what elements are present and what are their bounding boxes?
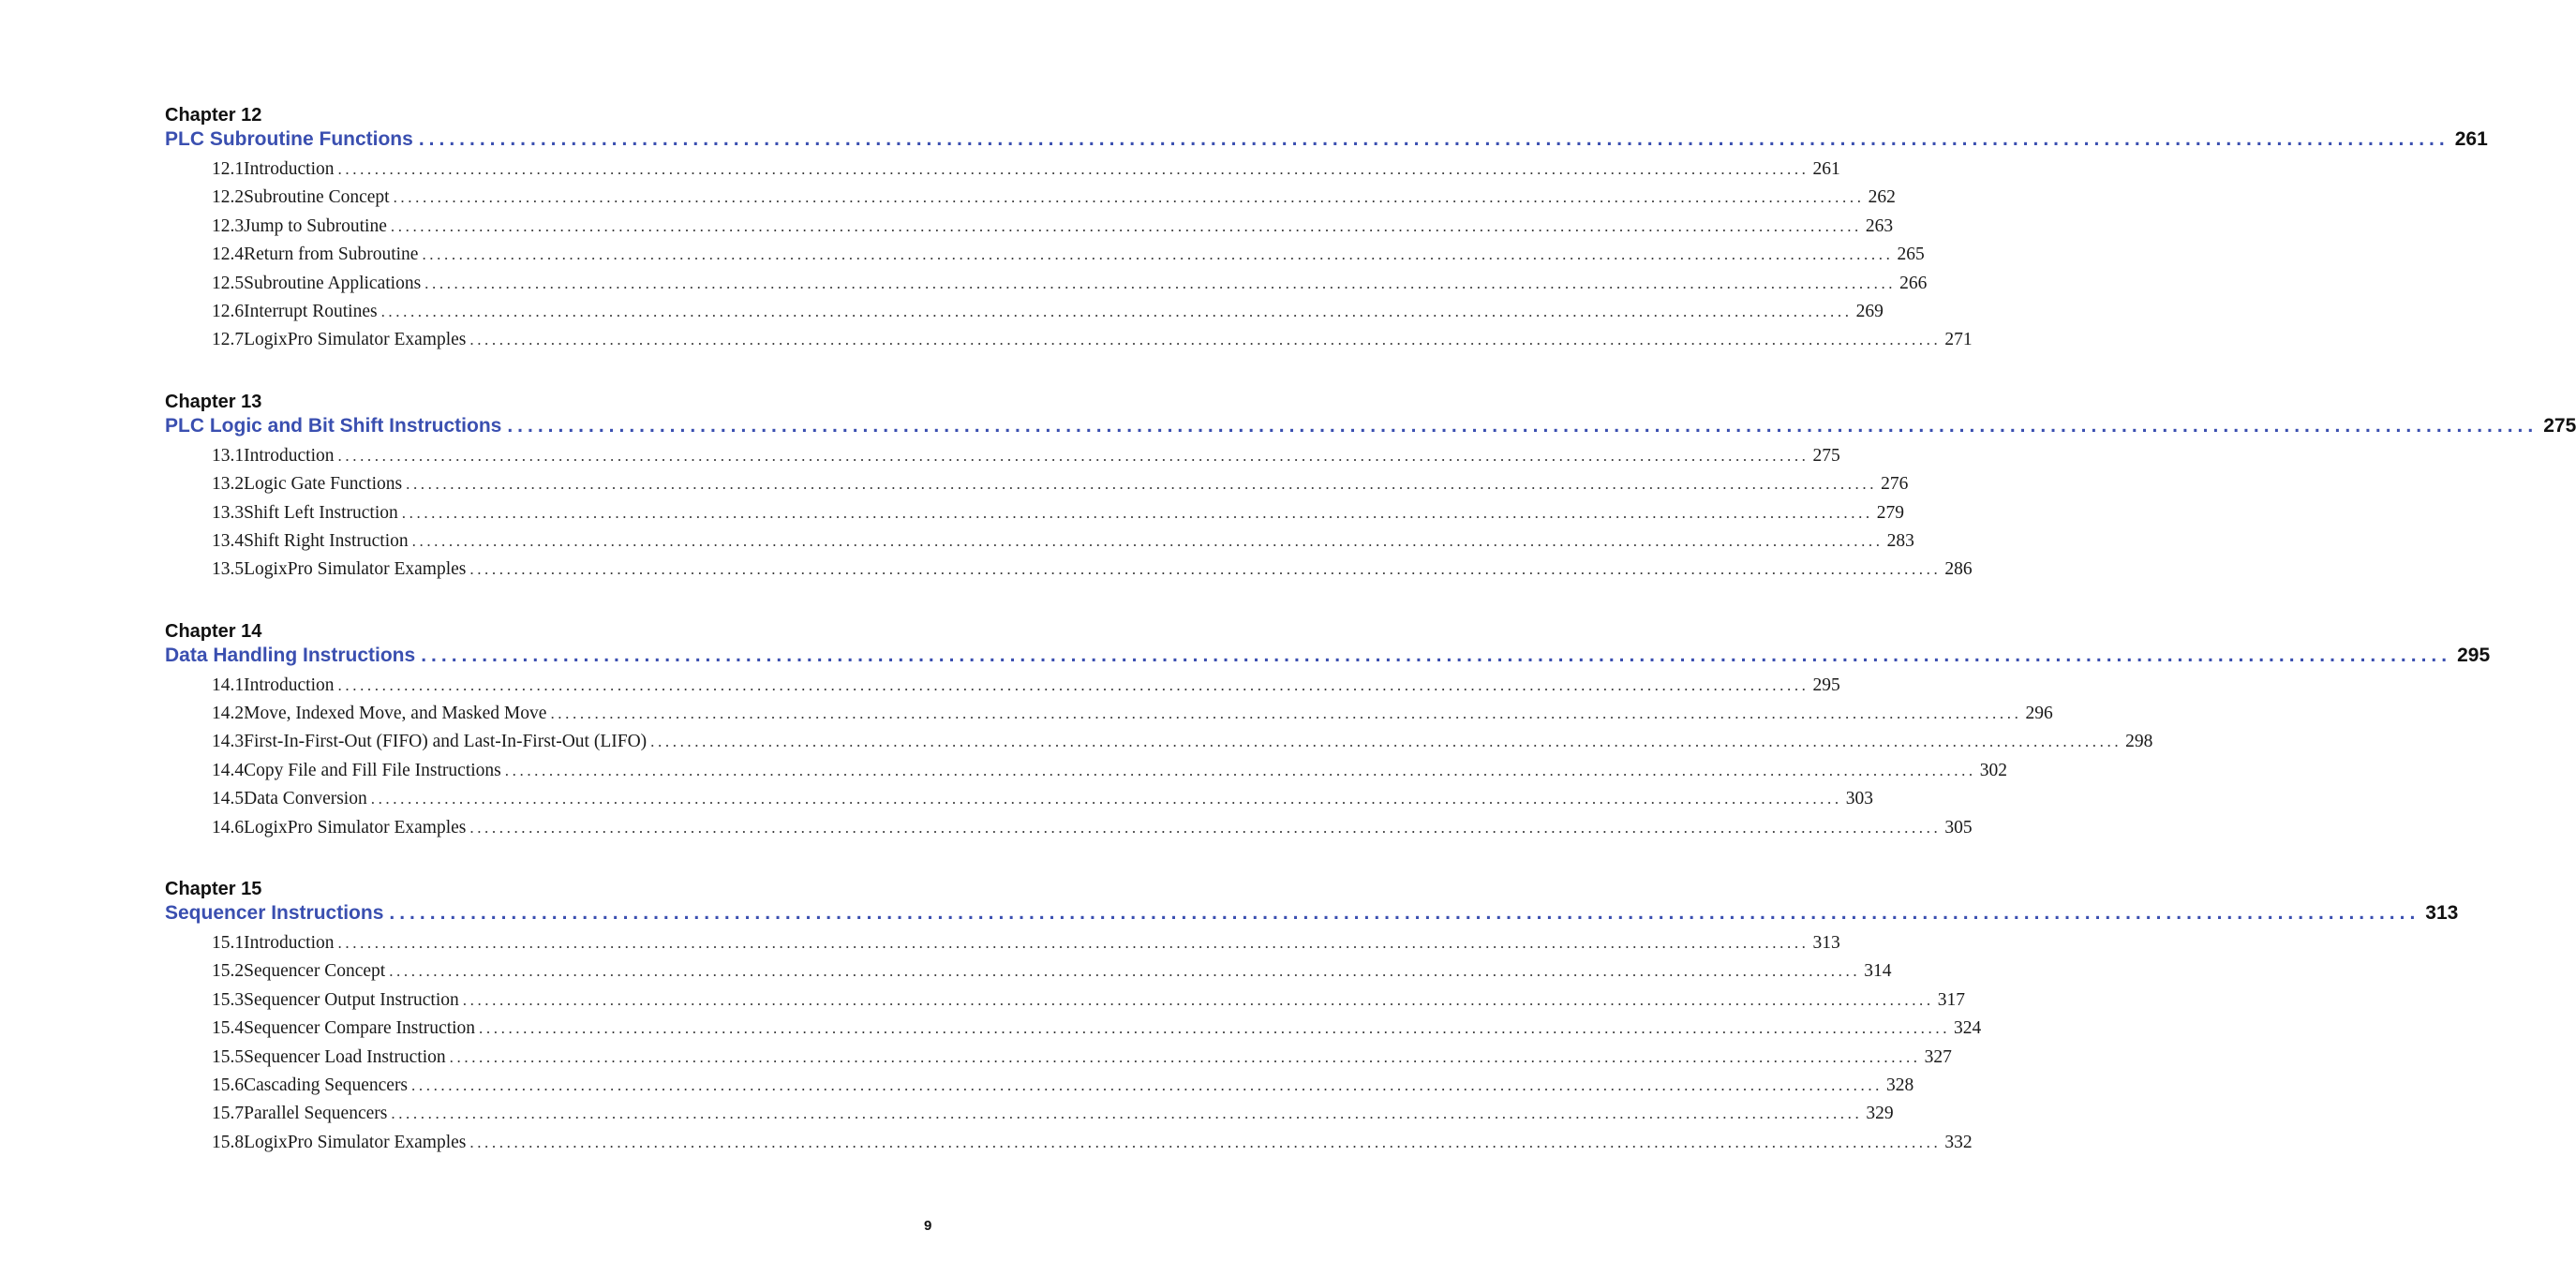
section-number: 12.4 [212, 245, 245, 265]
dot-leader: ........................................................................................................................................................................................................ [424, 274, 1897, 292]
dot-leader: ........................................................................................................................................................................................................ [389, 962, 1861, 981]
section-page-number: 302 [1979, 760, 2008, 780]
section-page-number: 266 [1899, 273, 1928, 293]
dot-leader: ........................................................................................................................................................................................................ [550, 704, 2022, 723]
dot-leader: ........................................................................................................................................................................................................ [469, 818, 1942, 837]
chapter-page-number: 261 [2454, 128, 2488, 150]
section-title: Parallel Sequencers [244, 1104, 388, 1124]
section-list [165, 672, 2153, 842]
dot-leader: ........................................................................................................................................................................................................ [391, 1105, 1863, 1123]
dot-leader: ........................................................................................................................................................................................................ [504, 761, 1976, 779]
section-number: 13.5 [212, 559, 245, 580]
section-page-number: 296 [2025, 704, 2053, 724]
section-title: Subroutine Applications [244, 273, 422, 293]
toc-entry[interactable] [212, 957, 1892, 986]
page-number: 9 [924, 1218, 932, 1234]
chapter-title: Data Handling Instructions [165, 644, 416, 666]
section-title: Interrupt Routines [244, 301, 378, 321]
section-title: LogixPro Simulator Examples [244, 330, 467, 350]
section-page-number: 328 [1886, 1075, 1914, 1095]
dot-leader: ........................................................................................................................................................................................................ [479, 1019, 1951, 1038]
toc-entry[interactable] [212, 1044, 1952, 1072]
section-title: Subroutine Concept [244, 187, 390, 208]
section-number: 15.1 [212, 933, 245, 954]
section-page-number: 265 [1897, 245, 1925, 265]
section-title: Copy File and Fill File Instructions [244, 760, 501, 780]
section-page-number: 313 [1812, 933, 1840, 954]
section-number: 14.3 [212, 732, 245, 752]
toc-entry[interactable] [212, 1100, 1894, 1128]
section-number: 15.4 [212, 1018, 245, 1039]
section-page-number: 286 [1944, 559, 1973, 580]
chapter-block [165, 103, 2488, 355]
section-title: Shift Left Instruction [244, 502, 398, 523]
dot-leader: ........................................................................................................................................................................................................ [370, 790, 1842, 808]
section-list [165, 929, 1982, 1157]
section-title: Introduction [244, 159, 335, 179]
section-title: Introduction [244, 445, 335, 466]
chapter-label: Chapter 15 [165, 879, 262, 900]
toc-entry[interactable] [212, 1015, 1982, 1043]
section-page-number: 279 [1876, 502, 1905, 523]
section-number: 15.2 [212, 961, 245, 982]
toc-entry[interactable] [212, 785, 1873, 813]
section-title: Sequencer Compare Instruction [244, 1018, 476, 1039]
dot-leader: ........................................................................................................................................................................................................ [337, 934, 1809, 953]
toc-entry[interactable] [212, 986, 1965, 1015]
section-number: 12.7 [212, 330, 245, 350]
section-title: Sequencer Output Instruction [244, 989, 459, 1010]
section-page-number: 263 [1865, 215, 1894, 236]
section-number: 12.2 [212, 187, 245, 208]
section-number: 13.4 [212, 530, 245, 551]
section-number: 13.1 [212, 445, 245, 466]
toc-entry[interactable] [212, 814, 1973, 842]
dot-leader: ........................................................................................................................................................................................................ [406, 475, 1878, 494]
chapter-block [165, 619, 2491, 842]
section-number: 15.3 [212, 989, 245, 1010]
toc-entry[interactable] [212, 184, 1896, 212]
section-number: 13.2 [212, 474, 245, 495]
section-page-number: 298 [2125, 732, 2153, 752]
section-page-number: 324 [1954, 1018, 1982, 1039]
chapter-title: PLC Subroutine Functions [165, 128, 413, 150]
section-page-number: 262 [1868, 187, 1896, 208]
chapter-page-number: 275 [2543, 414, 2576, 437]
section-page-number: 275 [1812, 445, 1840, 466]
section-page-number: 327 [1924, 1046, 1952, 1067]
section-title: Introduction [244, 933, 335, 954]
section-page-number: 276 [1881, 474, 1909, 495]
toc-entry[interactable] [212, 156, 1840, 184]
dot-leader: ........................................................................................................................................................................................................ [393, 188, 1865, 207]
section-number: 12.5 [212, 273, 245, 293]
dot-leader: ........................................................................................................................................................................................................ [462, 990, 1934, 1009]
dot-leader: ........................................................................................................................................................................................................ [507, 414, 2539, 437]
toc-entry[interactable] [212, 470, 1909, 498]
toc-entry[interactable] [212, 241, 1925, 269]
toc-entry[interactable] [212, 442, 1840, 470]
section-page-number: 261 [1812, 159, 1840, 179]
section-page-number: 305 [1944, 817, 1973, 838]
section-list [165, 442, 1973, 585]
dot-leader: ........................................................................................................................................................................................................ [469, 331, 1942, 349]
chapter-label: Chapter 13 [165, 391, 262, 412]
section-number: 14.1 [212, 675, 245, 695]
section-title: Sequencer Concept [244, 961, 386, 982]
section-page-number: 283 [1886, 530, 1914, 551]
dot-leader: ........................................................................................................................................................................................................ [418, 128, 2449, 150]
section-number: 14.6 [212, 817, 245, 838]
section-title: Return from Subroutine [244, 245, 419, 265]
chapter-title-row[interactable] [165, 414, 2576, 442]
section-list [165, 156, 1973, 355]
toc-entry[interactable] [212, 1072, 1914, 1100]
toc-entry[interactable] [212, 270, 1928, 298]
toc-entry[interactable] [212, 298, 1884, 326]
dot-leader: ........................................................................................................................................................................................................ [337, 446, 1809, 465]
dot-leader: ........................................................................................................................................................................................................ [411, 1075, 1884, 1094]
section-number: 14.4 [212, 760, 245, 780]
section-page-number: 269 [1855, 301, 1884, 321]
toc-entry[interactable] [212, 728, 2153, 756]
chapter-page-number: 295 [2457, 644, 2491, 666]
section-page-number: 317 [1937, 989, 1965, 1010]
dot-leader: ........................................................................................................................................................................................................ [422, 245, 1894, 264]
chapter-title-row[interactable] [165, 901, 2459, 929]
toc-entry[interactable] [212, 499, 1905, 527]
section-title: First-In-First-Out (FIFO) and Last-In-First-Out (LIFO) [244, 732, 648, 752]
table-of-contents [165, 103, 2576, 1192]
toc-entry[interactable] [212, 527, 1914, 556]
section-number: 14.5 [212, 789, 245, 809]
section-title: LogixPro Simulator Examples [244, 1132, 467, 1152]
section-title: Move, Indexed Move, and Masked Move [244, 704, 547, 724]
dot-leader: ........................................................................................................................................................................................................ [469, 1133, 1942, 1151]
dot-leader: ........................................................................................................................................................................................................ [389, 902, 2420, 925]
dot-leader: ........................................................................................................................................................................................................ [337, 160, 1809, 178]
section-title: Jump to Subroutine [244, 215, 387, 236]
dot-leader: ........................................................................................................................................................................................................ [401, 503, 1873, 522]
toc-entry[interactable] [212, 556, 1973, 584]
chapter-title: Sequencer Instructions [165, 902, 384, 925]
section-number: 13.3 [212, 502, 245, 523]
chapter-title-row[interactable] [165, 644, 2491, 672]
chapter-title: PLC Logic and Bit Shift Instructions [165, 414, 502, 437]
section-page-number: 295 [1812, 675, 1840, 695]
toc-entry[interactable] [212, 1129, 1973, 1157]
dot-leader: ........................................................................................................................................................................................................ [421, 644, 2452, 666]
section-number: 15.7 [212, 1104, 245, 1124]
section-number: 12.3 [212, 215, 245, 236]
section-title: Cascading Sequencers [244, 1075, 409, 1095]
toc-entry[interactable] [212, 213, 1894, 241]
section-title: LogixPro Simulator Examples [244, 559, 467, 580]
section-number: 15.6 [212, 1075, 245, 1095]
section-page-number: 303 [1845, 789, 1873, 809]
toc-entry[interactable] [212, 326, 1973, 354]
dot-leader: ........................................................................................................................................................................................................ [390, 216, 1862, 235]
toc-entry[interactable] [212, 757, 2008, 785]
toc-entry[interactable] [212, 700, 2053, 728]
dot-leader: ........................................................................................................................................................................................................ [650, 733, 2122, 751]
section-page-number: 271 [1944, 330, 1973, 350]
section-page-number: 314 [1864, 961, 1892, 982]
chapter-label: Chapter 12 [165, 105, 262, 126]
chapter-label: Chapter 14 [165, 620, 262, 642]
chapter-page-number: 313 [2425, 902, 2459, 925]
section-page-number: 329 [1866, 1104, 1894, 1124]
section-number: 12.1 [212, 159, 245, 179]
dot-leader: ........................................................................................................................................................................................................ [449, 1047, 1921, 1066]
chapter-title-row[interactable] [165, 127, 2488, 156]
section-title: Sequencer Load Instruction [244, 1046, 446, 1067]
section-title: Shift Right Instruction [244, 530, 409, 551]
section-page-number: 332 [1944, 1132, 1973, 1152]
section-number: 15.5 [212, 1046, 245, 1067]
dot-leader: ........................................................................................................................................................................................................ [380, 302, 1853, 320]
toc-entry[interactable] [212, 929, 1840, 957]
dot-leader: ........................................................................................................................................................................................................ [411, 531, 1884, 550]
chapter-block [165, 877, 2459, 1157]
section-number: 15.8 [212, 1132, 245, 1152]
chapter-block [165, 390, 2576, 585]
section-number: 14.2 [212, 704, 245, 724]
section-number: 12.6 [212, 301, 245, 321]
dot-leader: ........................................................................................................................................................................................................ [469, 560, 1942, 579]
section-title: Introduction [244, 675, 335, 695]
dot-leader: ........................................................................................................................................................................................................ [337, 675, 1809, 694]
section-title: Logic Gate Functions [244, 474, 403, 495]
toc-entry[interactable] [212, 672, 1840, 700]
section-title: LogixPro Simulator Examples [244, 817, 467, 838]
section-title: Data Conversion [244, 789, 367, 809]
